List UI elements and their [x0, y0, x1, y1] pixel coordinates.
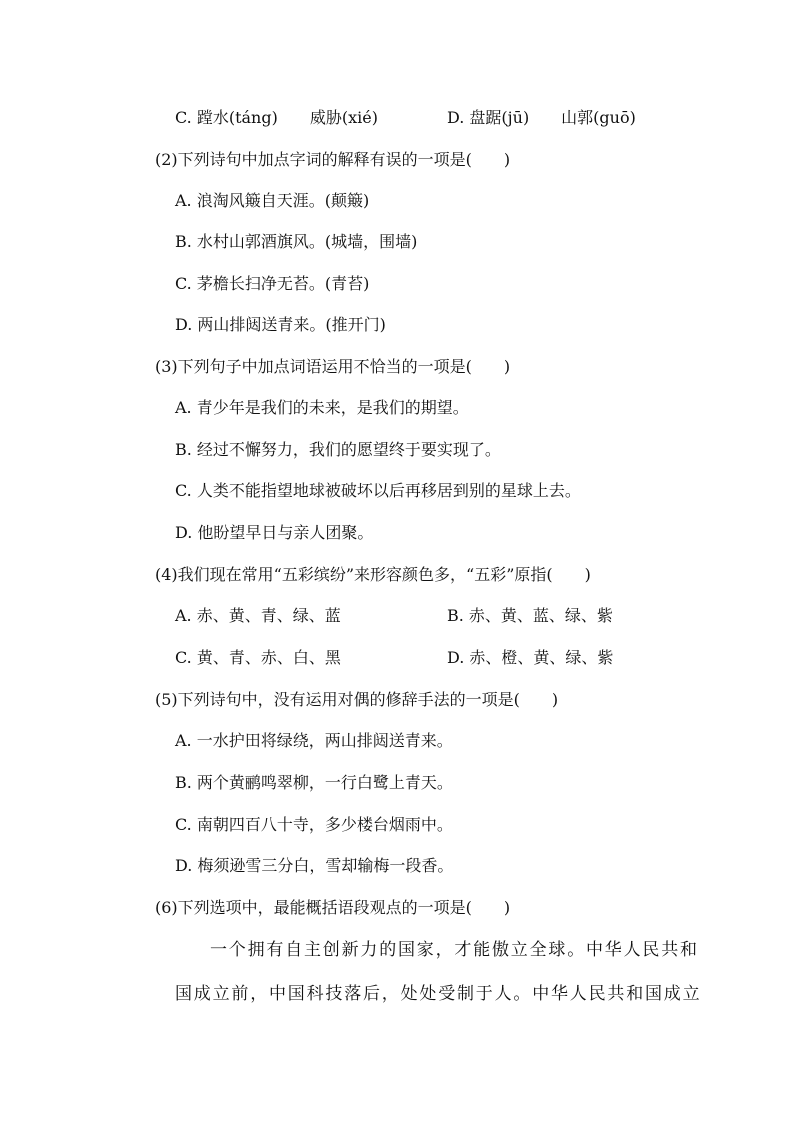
q2-stem: (2)下列诗句中加点字词的解释有误的一项是( )	[155, 150, 511, 169]
q3-stem: (3)下列句子中加点词语运用不恰当的一项是( )	[155, 357, 511, 376]
q5-option-b: B. 两个黄鹂鸣翠柳，一行白鹭上青天。	[175, 773, 453, 792]
q2-option-a: A. 浪淘风簸自天涯。(颠簸)	[175, 191, 370, 210]
q2-option-c: C. 茅檐长扫净无苔。(青苔)	[175, 274, 370, 293]
q2-option-b: B. 水村山郭酒旗风。(城墙，围墙)	[175, 232, 418, 251]
q3-option-d: D. 他盼望早日与亲人团聚。	[175, 523, 374, 542]
q4-option-d: D. 赤、橙、黄、绿、紫	[447, 648, 614, 667]
q2-option-d: D. 两山排闼送青来。(推开门)	[175, 315, 386, 334]
q5-stem: (5)下列诗句中，没有运用对偶的修辞手法的一项是( )	[155, 690, 559, 709]
q6-passage-line-1: 一个拥有自主创新力的国家，才能傲立全球。中华人民共和	[210, 940, 699, 960]
q5-option-a: A. 一水护田将绿绕，两山排闼送青来。	[175, 731, 453, 750]
q3-option-a: A. 青少年是我们的未来，是我们的期望。	[175, 398, 469, 417]
q6-passage-line-2: 国成立前，中国科技落后，处处受制于人。中华人民共和国成立	[175, 984, 702, 1004]
q1-option-d: D. 盘踞(jū) 山郭(guō)	[447, 108, 636, 127]
q4-option-a: A. 赤、黄、青、绿、蓝	[175, 606, 341, 625]
q5-option-d: D. 梅须逊雪三分白，雪却输梅一段香。	[175, 856, 454, 875]
q4-stem: (4)我们现在常用“五彩缤纷”来形容颜色多，“五彩”原指( )	[155, 565, 591, 584]
q4-option-c: C. 黄、青、赤、白、黑	[175, 648, 341, 667]
q5-option-c: C. 南朝四百八十寺，多少楼台烟雨中。	[175, 815, 453, 834]
q3-option-b: B. 经过不懈努力，我们的愿望终于要实现了。	[175, 440, 501, 459]
q3-option-c: C. 人类不能指望地球被破坏以后再移居到别的星球上去。	[175, 481, 581, 500]
q1-option-c: C. 蹚水(táng) 威胁(xié)	[175, 108, 378, 127]
q6-stem: (6)下列选项中，最能概括语段观点的一项是( )	[155, 898, 511, 917]
q4-option-b: B. 赤、黄、蓝、绿、紫	[447, 606, 613, 625]
